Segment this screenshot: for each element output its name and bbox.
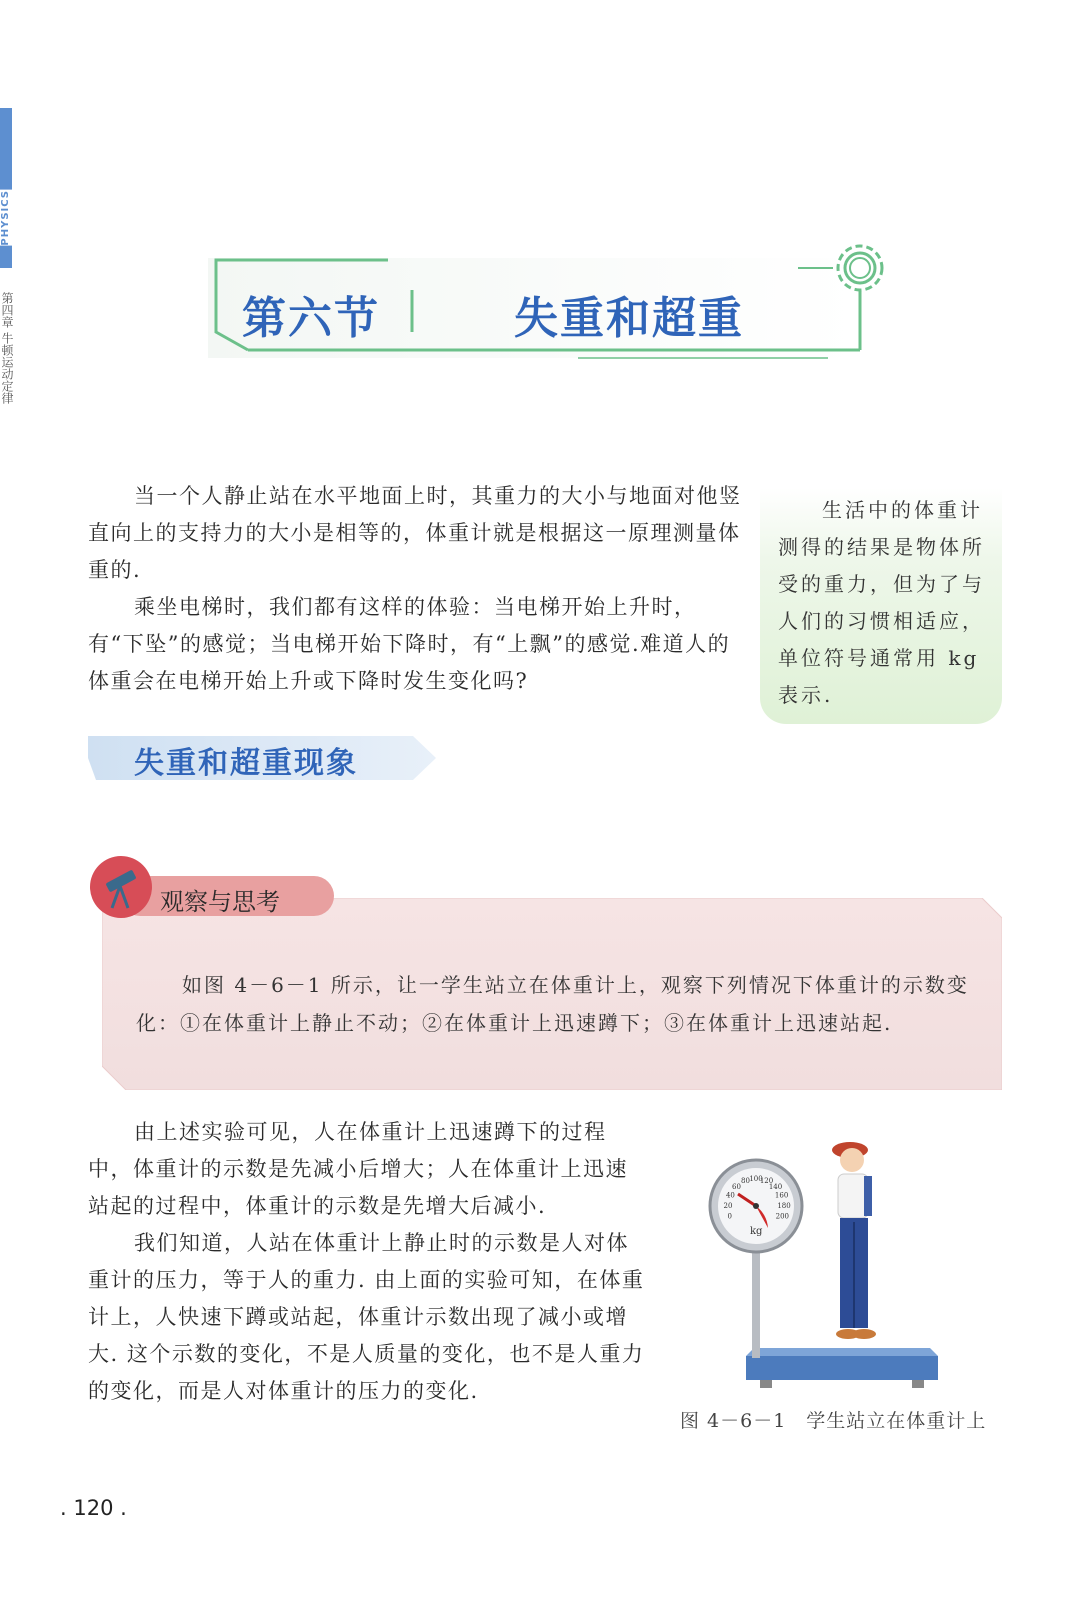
- subsection-heading: [88, 734, 438, 782]
- body-text: [88, 1114, 648, 1410]
- dial-unit-label: kg: [750, 1226, 763, 1237]
- dial-tick-label: 180: [777, 1202, 791, 1210]
- dial-tick-label: 40: [725, 1191, 735, 1200]
- section-number: 第六节: [242, 293, 380, 344]
- dial-tick-label: 20: [723, 1202, 733, 1210]
- paragraph: 由上述实验可见，人在体重计上迅速蹲下的过程中，体重计的示数是先减小后增大；人在体重计上迅速站起的过程中，体重计的示数是先增大后减小.: [88, 1120, 628, 1218]
- dial-tick-label: 80: [741, 1177, 750, 1185]
- dial-tick-label: 160: [774, 1191, 789, 1200]
- dial-tick-label: 100: [749, 1175, 763, 1183]
- paragraph: 我们知道，人站在体重计上静止时的示数是人对体重计的压力，等于人的重力. 由上面的实验可知，在体重计上，人快速下蹲或站起，体重计示数出现了减小或增大. 这个示数的变化，不是人质量的变化，也不是人重力的变化，而是人对体重计的压力的变化.: [88, 1231, 645, 1403]
- telescope-icon: [90, 856, 152, 918]
- page-number: . 120 .: [60, 1496, 127, 1520]
- paragraph: 当一个人静止站在水平地面上时，其重力的大小与地面对他竖直向上的支持力的大小是相等的，体重计就是根据这一原理测量体重的.: [88, 484, 742, 582]
- page-title: 失重和超重: [514, 293, 744, 344]
- figure-student-on-scale: [700, 1120, 950, 1400]
- subsection-title: 失重和超重现象: [134, 746, 358, 781]
- figure-caption: 图 4－6－1 学生站立在体重计上: [680, 1410, 987, 1432]
- scale-illustration: [700, 1120, 950, 1400]
- dial-tick-label: 60: [732, 1182, 741, 1191]
- observe-text: 如图 4－6－1 所示，让一学生站立在体重计上，观察下列情况下体重计的示数变化：①在体重计上静止不动；②在体重计上迅速蹲下；③在体重计上迅速站起.: [136, 973, 969, 1035]
- section-title-banner: [208, 238, 898, 364]
- intro-text: [88, 478, 748, 700]
- dial-tick-label: 140: [768, 1182, 783, 1191]
- chapter-label: 第四章 牛顿运动定律: [0, 292, 14, 404]
- dial-tick-label: 0: [727, 1212, 732, 1221]
- margin-note-text: 生活中的体重计测得的结果是物体所受的重力，但为了与人们的习惯相适应，单位符号通常用 kg 表示.: [778, 498, 985, 707]
- dial-tick-label: 200: [775, 1212, 789, 1221]
- observe-and-think-box: [102, 898, 1002, 1090]
- margin-note: [760, 488, 1002, 724]
- dial-tick-label: 120: [759, 1177, 774, 1185]
- observe-label-text: 观察与思考: [160, 888, 280, 916]
- subject-label: PHYSICS: [0, 190, 11, 246]
- paragraph: 乘坐电梯时，我们都有这样的体验：当电梯开始上升时，有“下坠”的感觉；当电梯开始下降时，有“上飘”的感觉.难道人的体重会在电梯开始上升或下降时发生变化吗?: [88, 595, 731, 693]
